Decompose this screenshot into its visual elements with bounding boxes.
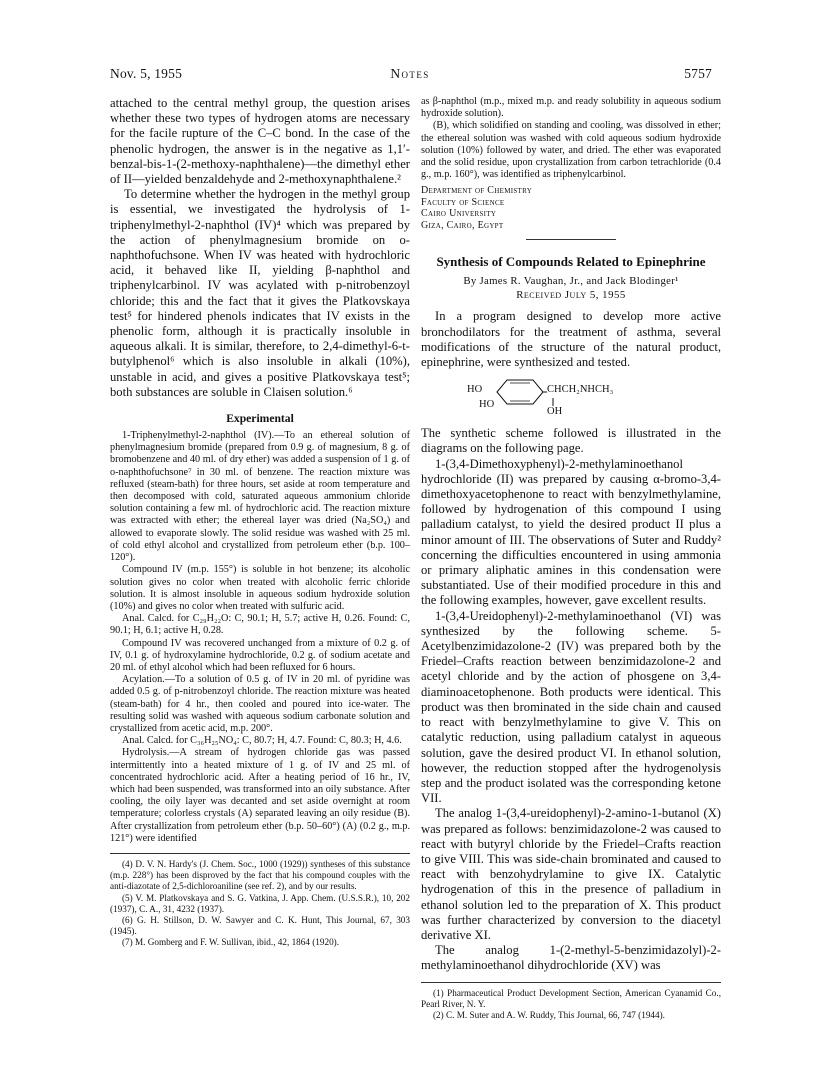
epinephrine-structure: [421, 374, 721, 420]
experimental-paragraph: Anal. Calcd. for C₃₆H₂₅NO₄: C, 80.7; H, 4.7. Found: C, 80.3; H, 4.6.: [122, 735, 402, 747]
footnote: (4) D. V. N. Hardy's (J. Chem. Soc., 1000 (1929)) syntheses of this substance (m.p. 228°) has been disproved by the fact that his compound couples with the anti-diazotate of 2,5-dichloroaniline (see ref. 2), and by our results.: [110, 858, 410, 892]
footnote: (1) Pharmaceutical Product Development Section, American Cyanamid Co., Pearl River, N. Y.: [421, 987, 721, 1009]
header-section: Notes: [390, 66, 430, 81]
paragraph: The synthetic scheme followed is illustrated in the diagrams on the following page.: [421, 426, 721, 456]
footnote: (7) M. Gomberg and F. W. Sullivan, ibid., 42, 1864 (1920).: [122, 937, 340, 948]
article-byline: By James R. Vaughan, Jr., and Jack Blodinger¹: [463, 275, 679, 288]
formula-oh: OH: [547, 406, 563, 418]
formula-ho: HO: [467, 384, 483, 396]
experimental-paragraph: Compound IV was recovered unchanged from a mixture of 0.2 g. of IV, 0.1 g. of hydroxylamine hydrochloride, 0.2 g. of sodium acetate and 20 ml. of ethyl alcohol which had been refluxed for 6 hours.: [110, 637, 410, 673]
header-date: Nov. 5, 1955: [110, 66, 183, 81]
experimental-heading: Experimental: [226, 412, 294, 426]
address-line: Cairo University: [421, 208, 497, 220]
article-title: Synthesis of Compounds Related to Epinephrine: [436, 254, 706, 270]
address-line: Department of Chemistry: [421, 185, 533, 197]
footnote: (6) G. H. Stillson, D. W. Sawyer and C. K. Hunt, This Journal, 67, 303 (1945).: [110, 914, 410, 937]
experimental-paragraph: Compound IV (m.p. 155°) is soluble in hot benzene; its alcoholic solution gives no color when treated with alcoholic ferric chloride solution. It is almost insoluble in aqueous sodium hydroxide solution (10%) and gives no color when treated with sulfuric acid.: [110, 564, 410, 612]
paragraph: The analog 1-(2-methyl-5-benzimidazolyl)-2-methylaminoethanol dihydrochloride (XV) was: [421, 943, 721, 973]
experimental-paragraph: Hydrolysis.—A stream of hydrogen chloride gas was passed intermittently into a heated mixture of 1 g. of IV and 25 ml. of concentrated hydrochloric acid. After a heating period of 16 hr., IV, which had been suspended, was transformed into an oily substance. After cooling, the oily layer was decanted and set aside overnight at room temperature; colorless crystals (A) separated leaving an oily residue (B). After crystallization from petroleum ether (b.p. 50–60°) (A) (0.2 g., m.p. 121°) were identified: [110, 747, 410, 844]
formula-ho: HO: [479, 399, 495, 411]
paragraph: To determine whether the hydrogen in the methyl group is essential, we investigated the hydrolysis of 1-triphenylmethyl-2-naphthol (IV)⁴ which was prepared by the action of phenylmagnesium bromide on o-naphthofuchsone. When IV was heated with hydrochloric acid, it behaved like II, yielding β-naphthol and triphenylcarbinol. IV was acylated with p-nitrobenzoyl chloride; this and the fact that it gives the Platkovskaya test⁵ for hindered phenols indicates that IV exists in the phenolic form, although it is practically insoluble in aqueous alkali. It is similar, therefore, to 2,4-dimethyl-6-t-butylphenol⁶ which is also insoluble in alkali (10%), unstable in acid, and gives a positive Platkovskaya test⁵; both substances are soluble in Claisen solution.⁶: [110, 187, 410, 399]
header-page-number: 5757: [684, 66, 712, 81]
address-line: Faculty of Science: [421, 196, 505, 208]
paragraph: 1-(3,4-Ureidophenyl)-2-methylaminoethanol (VI) was synthesized by the following scheme. 5-Acetylbenzimidazolone-2 (IV) was prepared both by the Friedel–Crafts reaction between benzimidazolone-2 and acetyl chloride and by the action of phosgene on 3,4-diaminoacetophenone. Both products were identical. This product was then brominated in the side chain and caused to react with benzylmethylamine to give V. This on catalytic reduction, using palladium catalyst in aqueous solution, gave the desired product VI. In ethanol solution, however, the reduction stopped after the hydrogenolysis step and the product isolated was the corresponding ketone VII.: [421, 608, 721, 806]
footnote-divider: [110, 853, 410, 854]
footnote-divider: [421, 982, 721, 983]
left-column: [110, 96, 410, 949]
experimental-paragraph: Acylation.—To a solution of 0.5 g. of IV in 20 ml. of pyridine was added 0.5 g. of p-nitrobenzoyl chloride. The reaction mixture was heated (steam-bath) for 4 hr., then cooled and poured into ice-water. The resulting solid was washed with aqueous sodium carbonate solution and crystallized from acetic acid, m.p. 200°.: [110, 674, 410, 734]
received-date: Received July 5, 1955: [516, 289, 626, 302]
paragraph: 1-(3,4-Dimethoxyphenyl)-2-methylaminoethanol hydrochloride (II) was prepared by causing α-bromo-3,4-dimethoxyacetophenone to react with benzylmethylamine, followed by hydrogenation of this compound I using palladium catalyst, to yield the desired product II plus a minor amount of III. The observations of Suter and Ruddy² concerning the difficulties encountered in using ammonia or primary aliphatic amines in this condensation were substantiated. Use of their modified procedure in this and the following examples, however, gave excellent results.: [421, 456, 721, 608]
paragraph: attached to the central methyl group, the question arises whether these two types of hydrogen atoms are necessary for the facile rupture of the C–C bond. In the case of the phenolic hydrogen, the answer is in the negative as 1,1′-benzal-bis-1-(2-methoxy-naphthalene)—the dimethyl ether of II—yielded benzaldehyde and 2-methoxynaphthalene.²: [110, 96, 410, 187]
paragraph: The analog 1-(3,4-ureidophenyl)-2-amino-1-butanol (X) was prepared as follows: benzimidazolone-2 was caused to react with butyryl chloride by the Friedel–Crafts reaction to give VIII. This was side-chain brominated and caused to react with benzohydrylamine to give IX. Catalytic hydrogenation of this in the presence of palladium in ethanol solution led to the preparation of X. This product was further characterized by conversion to the diacetyl derivative XI.: [421, 806, 721, 942]
address-line: Giza, Cairo, Egypt: [421, 219, 504, 231]
section-divider: [526, 239, 616, 240]
experimental-paragraph: 1-Triphenylmethyl-2-naphthol (IV).—To an ethereal solution of phenylmagnesium bromide (prepared from 0.9 g. of magnesium, 8 g. of bromobenzene and 40 ml. of dry ether) was added a suspension of 1 g. of o-naphthofuchsone⁷ in 30 ml. of benzene. The reaction mixture was refluxed (steam-bath) for three hours, set aside at room temperature and then decomposed with cold, saturated aqueous ammonium chloride solution containing a few ml. of hydrochloric acid. The reaction mixture was extracted with ether; the ethereal layer was dried (Na₂SO₄) and allowed to evaporate slowly. The solid residue was washed with 25 ml. of cold ethyl alcohol and crystallized from petroleum ether (b.p. 100–120°).: [110, 430, 410, 564]
footnote: (5) V. M. Platkovskaya and S. G. Vatkina, J. App. Chem. (U.S.S.R.), 10, 202 (1937), C. A., 31, 4232 (1937).: [110, 892, 410, 914]
author-address: [421, 185, 721, 231]
right-column: [421, 96, 721, 1021]
experimental-paragraph: Anal. Calcd. for C₂₉H₂₂O: C, 90.1; H, 5.7; active H, 0.26. Found: C, 90.1; H, 6.1; active H, 0.28.: [110, 613, 410, 637]
experimental-paragraph: as β-naphthol (m.p., mixed m.p. and ready solubility in aqueous sodium hydroxide solution).: [421, 96, 721, 120]
paragraph: In a program designed to develop more active bronchodilators for the treatment of asthma, several modifications of the structure of the natural product, epinephrine, were synthesized and tested.: [421, 309, 721, 370]
formula-chain: CHCH₂NHCH₃: [547, 384, 614, 396]
footnote: (2) C. M. Suter and A. W. Ruddy, This Journal, 66, 747 (1944).: [433, 1009, 665, 1020]
experimental-paragraph: (B), which solidified on standing and cooling, was dissolved in ether; the ethereal solution was washed with cold aqueous sodium hydroxide solution (10%) followed by water, and dried. The ether was evaporated and the solid residue, upon crystallization from carbon tetrachloride (0.4 g., m.p. 160°), was identified as triphenylcarbinol.: [421, 120, 721, 181]
